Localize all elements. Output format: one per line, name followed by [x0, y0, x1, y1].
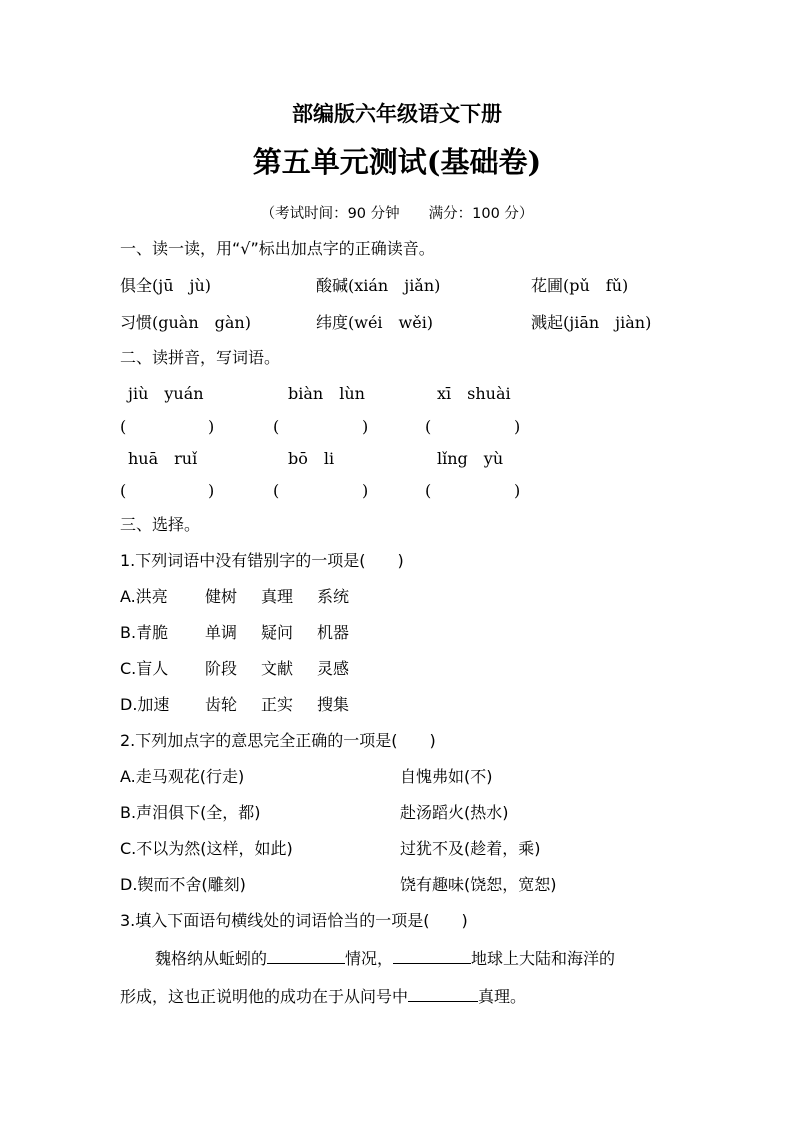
option-word: 文献: [261, 659, 294, 678]
option-left: B.声泪俱下(全，都): [120, 803, 261, 822]
s1-item: 纬度(wéi wěi): [316, 313, 434, 332]
answer-paren-open: (: [273, 481, 280, 500]
answer-paren-open: (: [273, 417, 280, 436]
option-label: B.青脆: [120, 623, 169, 642]
option-right: 过犹不及(趁着，乘): [400, 839, 541, 858]
option-word: 系统: [317, 587, 350, 606]
option-word: 齿轮: [205, 695, 238, 714]
q3-text: 情况，: [345, 949, 394, 968]
pinyin: jiù yuán: [128, 384, 204, 403]
answer-paren-close: ): [208, 417, 215, 436]
answer-paren-open: (: [425, 481, 432, 500]
q3-text: 魏格纳从蚯蚓的: [155, 949, 268, 968]
option-word: 阶段: [205, 659, 238, 678]
option-word: 单调: [205, 623, 238, 642]
option-left: A.走马观花(行走): [120, 767, 245, 786]
option-word: 灵感: [317, 659, 350, 678]
pinyin: huā ruǐ: [128, 449, 198, 468]
q3-text: 地球上大陆和海洋的: [471, 949, 616, 968]
answer-paren-close: ): [514, 417, 521, 436]
answer-paren-open: (: [120, 481, 127, 500]
question-stem: 3.填入下面语句横线处的词语恰当的一项是( ): [120, 911, 468, 930]
s1-item: 俱全(jū jù): [120, 276, 212, 295]
pinyin: biàn lùn: [288, 384, 365, 403]
answer-paren-close: ): [514, 481, 521, 500]
answer-paren-close: ): [208, 481, 215, 500]
q3-text: 形成，这也正说明他的成功在于从问号中: [120, 987, 409, 1006]
option-right: 饶有趣味(饶恕，宽恕): [400, 875, 557, 894]
pinyin: xī shuài: [437, 384, 511, 403]
q3-sentence-line1: [155, 947, 615, 970]
option-left: D.锲而不舍(雕刻): [120, 875, 246, 894]
exam-subtitle: 部编版六年级语文下册: [292, 101, 502, 126]
option-right: 自愧弗如(不): [400, 767, 493, 786]
s1-item: 溅起(jiān jiàn): [531, 313, 652, 332]
answer-paren-close: ): [362, 417, 369, 436]
option-word: 疑问: [261, 623, 294, 642]
option-word: 机器: [317, 623, 350, 642]
fill-blank[interactable]: [393, 947, 471, 964]
question-stem: 2.下列加点字的意思完全正确的一项是( ): [120, 731, 436, 750]
q3-text: 真理。: [478, 987, 527, 1006]
option-left: C.不以为然(这样，如此): [120, 839, 293, 858]
section2-heading: 二、读拼音，写词语。: [120, 348, 281, 367]
s1-item: 习惯(guàn gàn): [120, 313, 251, 332]
question-stem: 1.下列词语中没有错别字的一项是( ): [120, 551, 404, 570]
answer-paren-open: (: [120, 417, 127, 436]
s1-item: 花圃(pǔ fǔ): [531, 276, 629, 295]
answer-paren-open: (: [425, 417, 432, 436]
pinyin: lǐng yù: [437, 449, 504, 468]
exam-info: （考试时间：90 分钟 满分：100 分）: [260, 206, 534, 222]
section1-heading: 一、读一读，用“√”标出加点字的正确读音。: [120, 239, 435, 258]
exam-title: 第五单元测试(基础卷): [252, 145, 542, 179]
s1-item: 酸碱(xián jiǎn): [316, 276, 441, 295]
pinyin: bō li: [288, 449, 335, 468]
section3-heading: 三、选择。: [120, 515, 201, 534]
option-word: 真理: [261, 587, 294, 606]
fill-blank[interactable]: [267, 947, 345, 964]
answer-paren-close: ): [362, 481, 369, 500]
option-label: C.盲人: [120, 659, 169, 678]
option-word: 正实: [261, 695, 294, 714]
q3-sentence-line2: [120, 985, 526, 1008]
option-right: 赴汤蹈火(热水): [400, 803, 509, 822]
option-label: D.加速: [120, 695, 170, 714]
option-word: 健树: [205, 587, 238, 606]
option-word: 搜集: [317, 695, 350, 714]
fill-blank[interactable]: [408, 985, 478, 1002]
option-label: A.洪亮: [120, 587, 168, 606]
